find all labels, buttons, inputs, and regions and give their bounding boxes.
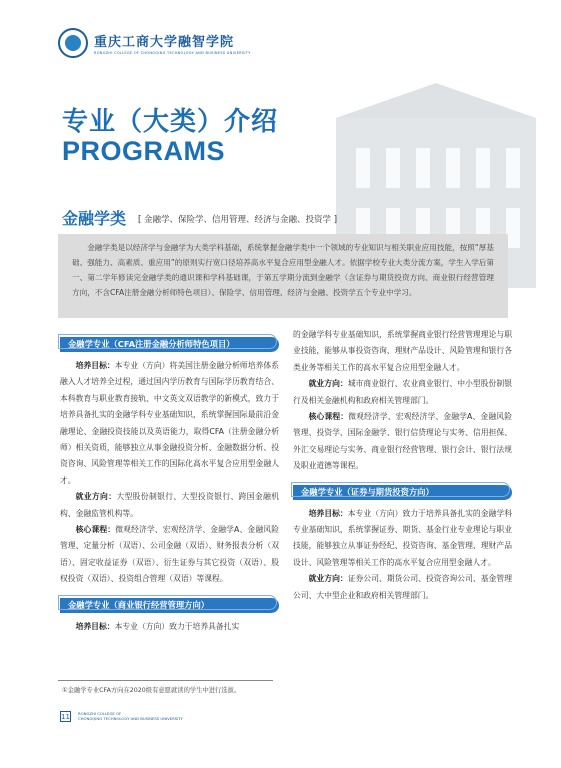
cfa-courses-label: 核心课程： — [75, 525, 116, 535]
bank-courses-text: 微观经济学、宏观经济学、金融学A、金融风险管理、投资学、国际金融学、银行信贷理论与实务、信用担保、外汇交易理论与实务、商业银行经营管理、银行会计、银行法规及职业道德等课程。 — [293, 412, 513, 471]
cfa-courses — [60, 522, 279, 588]
footer-college-line2: CHONGQING TECHNOLOGY AND BUSINESS UNIVERSITY — [78, 715, 183, 721]
bank-direction — [293, 376, 512, 409]
section-banner-cfa: 金融学专业（CFA注册金融分析师特色项目） — [60, 337, 279, 352]
bank-direction-label: 就业方向： — [308, 379, 348, 389]
college-emblem-icon — [58, 28, 88, 58]
footnote: ①金融学专业CFA方向在2020级有意愿就读的学生中进行选拔。 — [62, 687, 241, 694]
cfa-courses-text: 微观经济学、宏观经济学、金融学A、金融风险管理、定量分析（双语）、公司金融（双语）、财务报表分析（双语）、固定收益证券（双语）、衍生证券与其它投资（双语）、股权投资（双语）、投资组合管理（双语）等课程。 — [60, 525, 280, 584]
logo-chinese-name: 重庆工商大学融智学院 — [94, 35, 235, 50]
cfa-goal — [60, 358, 279, 489]
section-banner-securities: 金融学专业（证券与期货投资方向） — [293, 485, 512, 500]
left-column — [60, 335, 279, 635]
college-logo — [58, 28, 251, 58]
securities-direction-text: 证券公司、期货公司、投资咨询公司、基金管理公司、大中型企业和政府相关管理部门。 — [293, 574, 513, 600]
cfa-direction-text: 大型股份制银行、大型投资银行、跨国金融机构、金融监管机构等。 — [60, 492, 280, 518]
logo-english-name: RONGZHI COLLEGE OF CHONGQING TECHNOLOGY AND BUSINESS UNIVERSITY — [94, 51, 251, 55]
page-title-english: PROGRAMS — [62, 136, 226, 166]
bank-direction-text: 城市商业银行、农业商业银行、中小型股份制银行及相关金融机构和政府相关管理部门。 — [293, 379, 513, 405]
bank-goal — [60, 619, 279, 635]
securities-goal-text: 本专业（方向）致力于培养具备扎实的金融学科专业基础知识，系统掌握证券、期货、基金行业专业理论与职业技能，能够独立从事证券经纪、投资咨询、基金管理、理财产品设计、风险管理等相关工作的高水平复合应用型金融人才。 — [293, 508, 513, 567]
footnote-divider — [58, 680, 273, 681]
section-banner-bank: 金融学专业（商业银行经营管理方向） — [60, 598, 279, 613]
cfa-goal-label: 培养目标： — [75, 361, 115, 370]
category-intro: 金融学类是以经济学与金融学为大类学科基础，系统掌握金融学类中一个领域的专业知识与相关职业应用技能，按照“厚基础、强能力、高素质、重应用”的原则实行宽口径培养高水平复合应用型金融人才。依据学校专业大类分流方案，学生入学后第一、第二学年修读完金融学类的通识课和学科基础课，于第五学期分流到金融学（含证券与期货投资方向、商业银行经营管理方向，不含CFA注册金融分析师特色项目）、保险学、信用管理、经济与金融、投资学五个专业中学习。 — [58, 234, 508, 318]
bank-courses — [293, 409, 512, 475]
bank-goal-label: 培养目标： — [75, 621, 115, 631]
category-majors: [ 金融学、保险学、信用管理、经济与金融、投资学 ] — [138, 215, 338, 225]
page-title-chinese: 专业（大类）介绍 — [62, 107, 279, 137]
securities-goal-label: 培养目标： — [308, 508, 348, 518]
bank-goal-continued: 的金融学科专业基础知识，系统掌握商业银行经营管理理论与职业技能，能够从事投资咨询、理财产品设计、风险管理和银行各类业务等相关工作的高水平复合应用型金融人才。 — [293, 330, 512, 372]
right-column — [293, 327, 512, 604]
bank-courses-label: 核心课程： — [308, 412, 349, 422]
bank-goal-text: 本专业（方向）致力于培养具备扎实 — [114, 621, 240, 631]
footer-college-line1: RONGZHI COLLEGE OF — [78, 711, 122, 716]
footer-college-name — [78, 712, 183, 721]
securities-direction-label: 就业方向： — [308, 574, 348, 584]
securities-goal — [293, 506, 512, 572]
cfa-direction — [60, 489, 279, 522]
page-number: 11 — [61, 713, 70, 721]
category-title: 金融学类 — [62, 209, 127, 228]
cfa-direction-label: 就业方向： — [75, 492, 117, 502]
cfa-goal-text: 本专业（方向）将美国注册金融分析师培养体系融入人才培养全过程，通过国内学历教育与国际学历教育结合、本科教育与职业教育接轨、中文英文双语教学的新模式，致力于培养具备扎实的金融学科专业基础知识，系统掌握国际最前沿金融理论、金融投资技能以及英语能力，取得CFA（注册金融分析师）相关资质，能够独立从事金融投资分析、金融数据分析、投资咨询、风险管理等相关工作的国际化高水平复合应用型金融人才。 — [60, 361, 280, 485]
securities-direction — [293, 571, 512, 604]
